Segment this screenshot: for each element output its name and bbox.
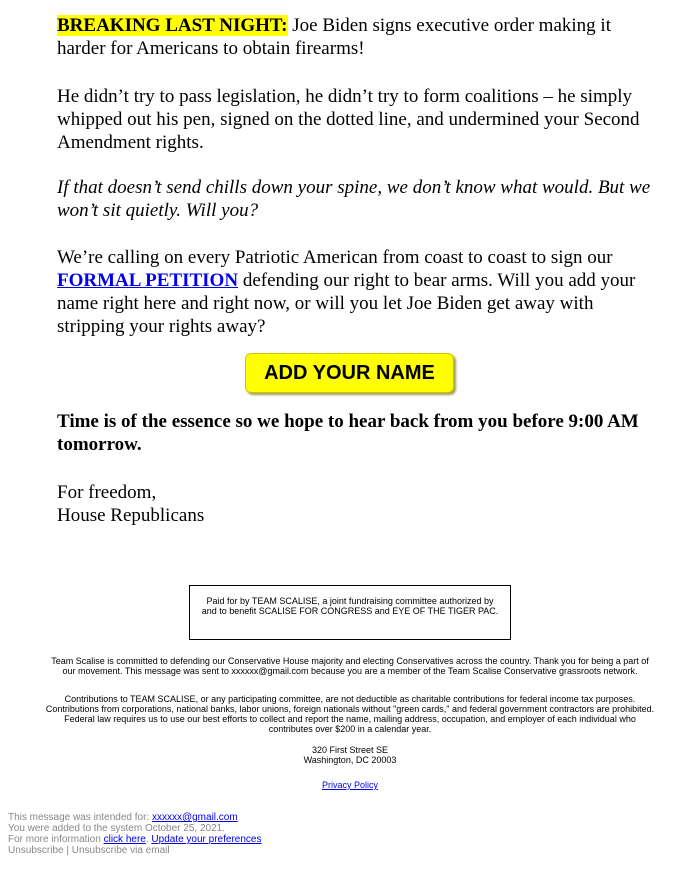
dot-separator: . — [145, 834, 152, 845]
signoff-line-2: House Republicans — [57, 505, 205, 526]
contributions-disclaimer: Contributions to TEAM SCALISE, or any participating committee, are not deductible as charitable contributions for federal income tax purposes. Contributions from corporations, national banks, labor unions, foreign nationals without "green cards," and federal government contractors are prohibited. Federal law requires us to use our best efforts to collect and report the name, mailing address, occupation, and employer of each individual who contributes over $200 in a calendar year. — [45, 694, 655, 734]
unsubscribe-line — [8, 845, 261, 856]
legislation-paragraph: He didn’t try to pass legislation, he didn’t try to form coalitions – he simply whipped out his pen, signed on the dotted line, and undermined your Second Amendment rights. — [57, 86, 640, 153]
petition-text-after: defending our right to bear arms. Will you add your name right here and right now, or will you let Joe Biden get away with stripping your rights away? — [57, 270, 636, 337]
click-here-link[interactable]: click here — [103, 834, 146, 845]
address-line-1: 320 First Street SE — [311, 745, 389, 755]
subscription-meta — [8, 812, 261, 856]
more-info-line — [8, 834, 261, 845]
unsubscribe-email-link[interactable]: Unsubscribe via email — [71, 845, 170, 856]
signoff — [57, 481, 657, 527]
commitment-text: Team Scalise is committed to defending our Conservative House majority and electing Conservatives across the country. Thank you for being a part of our movement. This message was sent to xxxxxx@gmail.com because you are a member of the Team Scalise Conservative grassroots network. — [51, 656, 649, 676]
mailing-address — [45, 745, 655, 765]
breaking-paragraph — [57, 14, 657, 60]
paid-for-disclaimer: Paid for by TEAM SCALISE, a joint fundraising committee authorized by and to benefit SCALISE FOR CONGRESS and EYE OF THE TIGER PAC. — [189, 585, 511, 640]
petition-text-before: We’re calling on every Patriotic American from coast to coast to sign our — [57, 247, 613, 268]
signoff-line-1: For freedom, — [57, 482, 157, 503]
urgent-deadline-text: Time is of the essence so we hope to hear back from you before 9:00 AM tomorrow. — [57, 411, 639, 455]
pipe-separator: | — [63, 845, 72, 856]
add-your-name-button[interactable]: ADD YOUR NAME — [245, 353, 454, 393]
breaking-text: Joe Biden signs executive order making it harder for Americans to obtain firearms! — [57, 15, 611, 59]
intended-label: This message was intended for: — [8, 812, 152, 823]
update-preferences-link[interactable]: Update your preferences — [151, 834, 262, 845]
formal-petition-link[interactable]: FORMAL PETITION — [57, 270, 239, 291]
privacy-policy-link[interactable]: Privacy Policy — [321, 780, 378, 790]
unsubscribe-link[interactable]: Unsubscribe — [8, 845, 64, 856]
address-line-2: Washington, DC 20003 — [303, 755, 397, 765]
intended-email-link[interactable]: xxxxxx@gmail.com — [151, 812, 238, 823]
breaking-label: BREAKING LAST NIGHT: — [57, 15, 288, 36]
intended-for-line — [8, 812, 261, 823]
chills-paragraph: If that doesn’t send chills down your spine, we don’t know what would. But we won’t sit quietly. Will you? — [57, 177, 651, 221]
more-info-label: For more information — [8, 834, 104, 845]
added-date-line: You were added to the system October 25, 2021. — [8, 823, 225, 834]
privacy-row — [45, 780, 655, 790]
petition-paragraph — [57, 246, 657, 338]
